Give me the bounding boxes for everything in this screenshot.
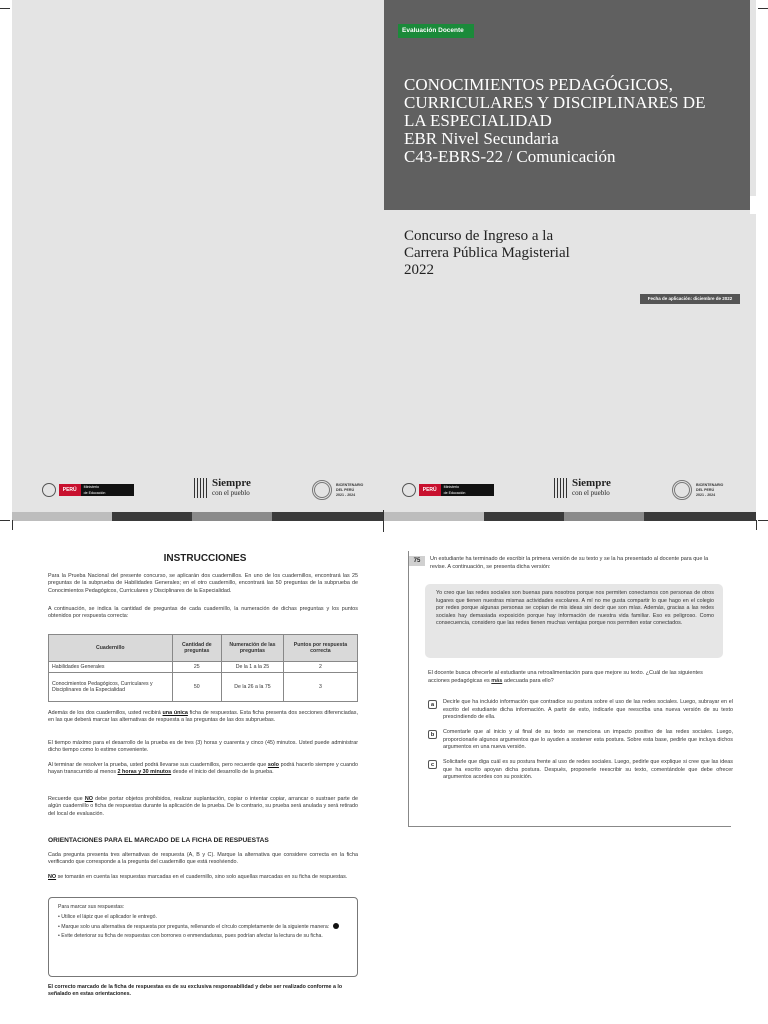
table-row — [49, 673, 358, 702]
evaluacion-docente-tag: Evaluación Docente — [398, 24, 474, 38]
ministry-line: Ministerio — [443, 485, 459, 489]
cover-stripe — [564, 512, 644, 521]
text-run: ficha de respuestas. Esta ficha presenta dos secciones diferenciadas, en las que deberá marcar las alternativas de respuesta a las preguntas de las dos subpruebas. — [48, 710, 358, 724]
option-a-letter: a — [428, 700, 437, 709]
text-run: debe portar objetos prohibidos, realizar suplantación, copiar o intentar copiar, arrancar o sustraer parte de algún cuadernillo o ficha de respuestas durante la aplicación de la prueba. De lo contrario, su prueba será anulada y será retirado del local de evaluación. — [48, 796, 358, 817]
marking-bullet-list — [58, 914, 350, 943]
crop-mark — [0, 520, 10, 521]
ministry-label — [81, 484, 134, 496]
cover-title-line: C43-EBRS-22 / Comunicación — [404, 147, 616, 166]
crop-mark — [0, 8, 10, 9]
cover-stripe — [12, 512, 112, 521]
orientations-paragraph: Cada pregunta presenta tres alternativas de respuesta (A, B y C). Marque la alternativa que considere correcta en la ficha verificando que corresponde a la pregunta del cuadernillo que está resolviendo. — [48, 852, 358, 866]
marking-box-lead: Para marcar sus respuestas: — [58, 904, 125, 910]
bicentenario-ring-icon — [312, 480, 332, 500]
text-emphasis: NO — [84, 796, 93, 802]
orientations-title: ORIENTACIONES PARA EL MARCADO DE LA FICHA DE RESPUESTAS — [48, 837, 269, 844]
question-number: 75 — [409, 556, 425, 566]
text-run: El docente busca ofrecerle al estudiante una retroalimentación para que mejore su texto. ¿Cuál de las siguientes acciones pedagógicas es — [428, 670, 703, 684]
list-item: • Marque solo una alternativa de respuesta por pregunta, rellenando el círculo completamente de la siguiente manera: — [58, 923, 350, 931]
columns-icon — [194, 478, 208, 498]
siempre-text — [572, 478, 611, 498]
minedu-logo — [402, 480, 494, 500]
bullet-text: Marque solo una alternativa de respuesta por pregunta, rellenando el círculo completamente de la siguiente manera: — [61, 924, 330, 931]
contest-line: Carrera Pública Magisterial — [404, 245, 570, 261]
orientations-paragraph — [48, 874, 358, 881]
filled-circle-icon — [333, 923, 339, 929]
table-cell: 3 — [283, 673, 357, 702]
contest-line: Concurso de Ingreso a la — [404, 228, 554, 244]
text-run: se tomarán en cuenta las respuestas marcadas en el cuadernillo, sino solo aquellas marcadas en su ficha de respuestas. — [56, 874, 348, 880]
table-cell: 2 — [283, 662, 357, 673]
option-a-text: Decirle que ha incluido información que contradice su postura sobre el uso de las redes sociales. Luego, subrayar en el escrito del estudiante dicha información. A partir de esto, indicarle que reescriba una nueva versión de su texto prescindiendo de ella. — [443, 699, 733, 721]
ministry-line: de Educación — [443, 491, 466, 495]
text-emphasis: una única — [162, 710, 188, 716]
cover-title-line: EBR Nivel Secundaria — [404, 129, 559, 148]
table-cell: De la 1 a la 25 — [222, 662, 284, 673]
final-note: El correcto marcado de la ficha de respuestas es de su exclusiva responsabilidad y debe ser realizado conforme a lo señalado en estas orientaciones. — [48, 984, 343, 998]
instructions-title: INSTRUCCIONES — [163, 553, 247, 564]
contest-title — [404, 228, 734, 279]
con-el-pueblo-word: con el pueblo — [572, 489, 610, 497]
crop-mark — [383, 510, 384, 532]
instructions-paragraph — [48, 710, 358, 725]
question-stem: Un estudiante ha terminado de escribir la primera versión de su texto y se la ha presentado al docente para que la revise. A continuación, se presenta dicha versión: — [430, 556, 709, 570]
text-run: adecuada para ello? — [502, 677, 554, 684]
text-run: Recuerde que — [48, 796, 85, 802]
contest-line: 2022 — [404, 262, 434, 278]
text-run: Al terminar de resolver la prueba, usted podrá llevarse sus cuadernillos, pero recuerde que — [48, 762, 268, 768]
instructions-paragraph — [48, 762, 358, 777]
bullet-text: Utilice el lápiz que el aplicador le entregó. — [61, 914, 158, 920]
table-header: Puntos por respuesta correcta — [283, 635, 357, 662]
instructions-paragraph: A continuación, se indica la cantidad de preguntas de cada cuadernillo, la numeración de dichas preguntas y los puntos obtenidos por respuesta correcta: — [48, 606, 358, 620]
student-text: Yo creo que las redes sociales son buenas para nosotros porque nos permiten conectarnos con personas de otros lugares que tienen nuestras mismas actividades escolares. A mí no me gusta compartir lo que hago en el colegio por redes porque algunas personas se copian de mis ideas sin decir que son mías. Además, gracias a las redes sociales hay demasiada exposición porque hay información de nuestra vida familiar. Eso es peligroso. Como consecuencia, considero que las redes tienen muchas ventajas porque nos permiten estar conectados. — [436, 590, 714, 627]
siempre-con-el-pueblo-logo — [554, 476, 624, 500]
siempre-word: Siempre — [572, 477, 611, 489]
table-header: Cantidad de preguntas — [172, 635, 221, 662]
text-run: Además de los dos cuadernillos, usted recibirá — [48, 710, 163, 716]
booklet-table — [48, 634, 358, 702]
instructions-paragraph — [48, 796, 358, 818]
crop-mark — [758, 8, 768, 9]
bicent-line: BICENTENARIO — [336, 482, 364, 487]
cover-stripe — [112, 512, 192, 521]
text-emphasis: NO — [48, 874, 57, 880]
bicentenario-ring-icon — [672, 480, 692, 500]
cover-title-line: CURRICULARES Y DISCIPLINARES DE — [404, 93, 706, 112]
crop-mark — [756, 520, 757, 530]
instructions-paragraph: El tiempo máximo para el desarrollo de la prueba es de tres (3) horas y cuarenta y cinco (45) minutos. Usted puede administrar dicho tiempo como lo estime conveniente. — [48, 740, 358, 754]
cover-title — [404, 76, 734, 166]
table-cell: 25 — [172, 662, 221, 673]
bicent-line: 2021 - 2024 — [696, 492, 716, 497]
peru-seal-icon — [402, 483, 416, 497]
bicent-line: DEL PERÚ — [336, 487, 355, 492]
bullet-text: Evite deteriorar su ficha de respuestas con borrones o enmendaduras, pues podrían afectar la lectura de su ficha. — [61, 933, 323, 940]
table-cell: De la 26 a la 75 — [222, 673, 284, 702]
table-cell: Habilidades Generales — [49, 662, 173, 673]
bicent-line: DEL PERÚ — [696, 487, 715, 492]
peru-seal-icon — [42, 483, 56, 497]
con-el-pueblo-word: con el pueblo — [212, 489, 250, 497]
peru-label: PERÚ — [419, 484, 441, 496]
list-item: • Utilice el lápiz que el aplicador le entregó. — [58, 914, 158, 920]
siempre-word: Siempre — [212, 477, 251, 489]
option-c-letter: c — [428, 760, 437, 769]
bicent-line: BICENTENARIO — [696, 482, 724, 487]
crop-mark — [12, 520, 13, 530]
bicent-line: 2021 - 2024 — [336, 492, 356, 497]
bicentenario-text — [336, 483, 363, 498]
bicentenario-text — [696, 483, 723, 498]
text-run: desde el inicio del desarrollo de la prueba. — [171, 769, 274, 776]
minedu-logo — [42, 480, 134, 500]
ministry-line: Ministerio — [83, 485, 99, 489]
table-header: Cuadernillo — [49, 635, 173, 662]
cover-title-line: CONOCIMIENTOS PEDAGÓGICOS, — [404, 75, 673, 94]
option-c-text: Solicitarle que diga cuál es su postura frente al uso de redes sociales. Luego, pedirle que explique si cree que las ideas que ha escrito apoyan dicha postura. Después, proponerle reescribir su texto, comentándole que debe ofrecer argumentos acordes con su posición. — [443, 759, 733, 781]
table-header: Numeración de las preguntas — [222, 635, 284, 662]
bicentenario-logo — [312, 478, 372, 502]
cover-stripe — [644, 512, 756, 521]
table-cell: 50 — [172, 673, 221, 702]
ministry-line: de Educación — [83, 491, 106, 495]
option-b-text: Comentarle que al inicio y al final de su texto se menciona un impacto positivo de las redes sociales. Luego, proporcionarle algunos argumentos que lo ayuden a sostener esta postura. Sobre esta base, pedirle que incluya dichos argumentos en una nueva versión. — [443, 729, 733, 751]
columns-icon — [554, 478, 568, 498]
cover-stripe — [272, 512, 384, 521]
peru-label: PERÚ — [59, 484, 81, 496]
bicentenario-logo — [672, 478, 732, 502]
text-run: podrá hacerlo siempre y cuando hayan transcurrido al menos — [48, 762, 358, 776]
text-emphasis: 2 horas y 30 minutos — [117, 769, 172, 776]
application-date-label: Fecha de aplicación: diciembre de 2022 — [640, 294, 740, 304]
cover-stripe — [484, 512, 564, 521]
list-item: • Evite deteriorar su ficha de respuestas con borrones o enmendaduras, pues podrían afectar la lectura de su ficha. — [58, 933, 323, 940]
option-b-letter: b — [428, 730, 437, 739]
ministry-label — [441, 484, 494, 496]
table-cell: Conocimientos Pedagógicos, Curriculares y Disciplinares de la Especialidad — [49, 673, 173, 702]
question-prompt — [428, 670, 724, 685]
cover-stripe — [192, 512, 272, 521]
text-emphasis: más — [491, 677, 503, 684]
text-emphasis: solo — [267, 762, 279, 768]
table-row — [49, 662, 358, 673]
left-cover-page — [12, 0, 384, 520]
cover-notch — [750, 196, 758, 214]
siempre-con-el-pueblo-logo — [194, 476, 264, 500]
siempre-text — [212, 478, 251, 498]
instructions-paragraph: Para la Prueba Nacional del presente concurso, se aplicarán dos cuadernillos. En uno de los cuadernillos, encontrará las 25 preguntas de la subprueba de Habilidades Generales; en el otro cuadernillo, encontrará las 50 preguntas de la subprueba de Conocimientos Pedagógicos, Curriculares y Disciplinares de la Especialidad. — [48, 573, 358, 594]
cover-title-line: LA ESPECIALIDAD — [404, 111, 552, 130]
crop-mark — [758, 520, 768, 521]
cover-stripe — [384, 512, 484, 521]
table-header-row — [49, 635, 358, 662]
